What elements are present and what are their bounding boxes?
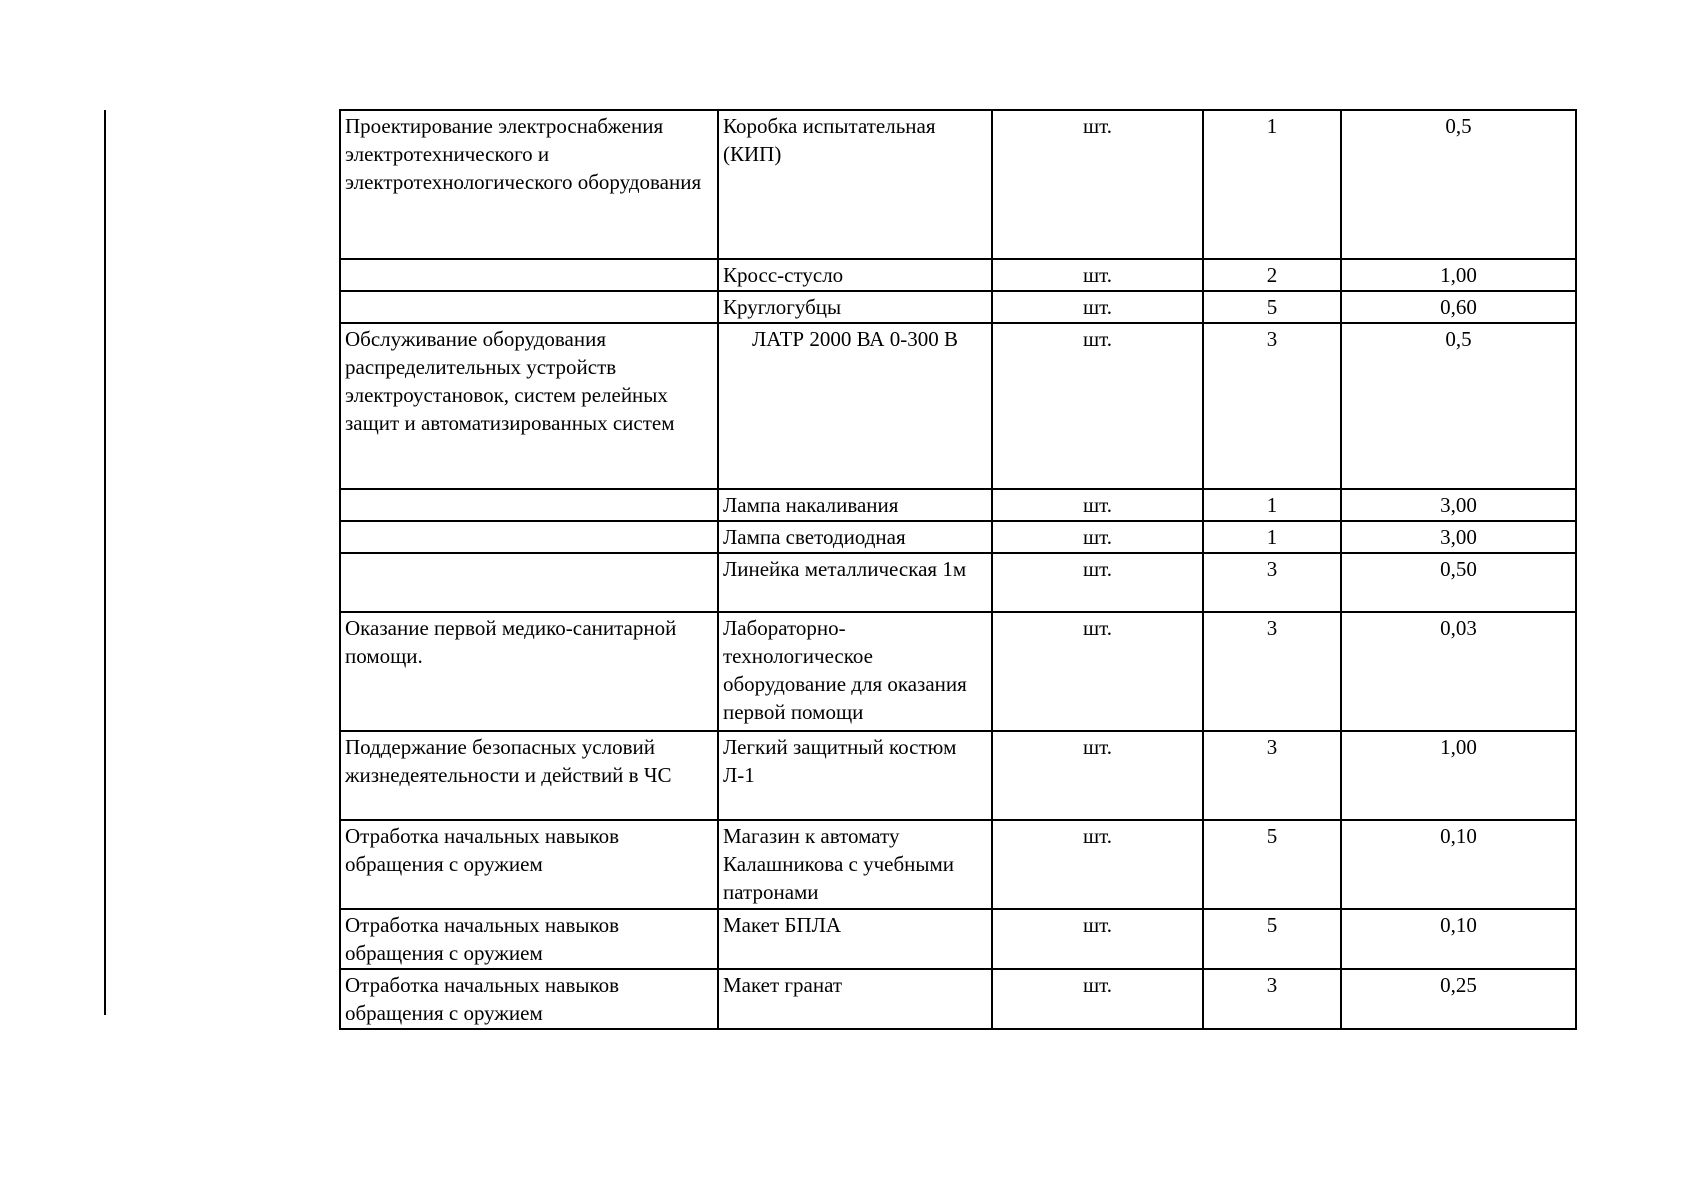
value-cell: 3,00 bbox=[1341, 521, 1576, 553]
table-row bbox=[340, 969, 1576, 1029]
activity-cell: Проектирование электроснабжения электротехнического и электротехнологического оборудования bbox=[340, 110, 718, 259]
value-cell: 0,5 bbox=[1341, 110, 1576, 259]
activity-cell: Отработка начальных навыков обращения с оружием bbox=[340, 909, 718, 969]
table-row bbox=[340, 553, 1576, 612]
value-cell: 3,00 bbox=[1341, 489, 1576, 521]
quantity-cell: 5 bbox=[1203, 820, 1341, 909]
quantity-cell: 1 bbox=[1203, 521, 1341, 553]
item-cell: Лампа светодиодная bbox=[718, 521, 992, 553]
equipment-table bbox=[339, 109, 1577, 1030]
item-cell: Макет БПЛА bbox=[718, 909, 992, 969]
item-cell: Лампа накаливания bbox=[718, 489, 992, 521]
unit-cell: шт. bbox=[992, 969, 1203, 1029]
unit-cell: шт. bbox=[992, 259, 1203, 291]
value-cell: 1,00 bbox=[1341, 259, 1576, 291]
value-cell: 0,10 bbox=[1341, 909, 1576, 969]
item-cell: Коробка испытательная (КИП) bbox=[718, 110, 992, 259]
unit-cell: шт. bbox=[992, 110, 1203, 259]
activity-cell bbox=[340, 553, 718, 612]
unit-cell: шт. bbox=[992, 909, 1203, 969]
item-cell: Легкий защитный костюм Л-1 bbox=[718, 731, 992, 820]
value-cell: 0,60 bbox=[1341, 291, 1576, 323]
item-cell: Линейка металлическая 1м bbox=[718, 553, 992, 612]
quantity-cell: 5 bbox=[1203, 291, 1341, 323]
item-cell: Кросс-стусло bbox=[718, 259, 992, 291]
item-cell: ЛАТР 2000 ВА 0-300 В bbox=[718, 323, 992, 489]
value-cell: 1,00 bbox=[1341, 731, 1576, 820]
item-cell: Макет гранат bbox=[718, 969, 992, 1029]
table-row bbox=[340, 259, 1576, 291]
value-cell: 0,5 bbox=[1341, 323, 1576, 489]
activity-cell: Отработка начальных навыков обращения с оружием bbox=[340, 820, 718, 909]
activity-cell bbox=[340, 489, 718, 521]
quantity-cell: 3 bbox=[1203, 969, 1341, 1029]
activity-cell bbox=[340, 521, 718, 553]
unit-cell: шт. bbox=[992, 612, 1203, 731]
value-cell: 0,25 bbox=[1341, 969, 1576, 1029]
quantity-cell: 5 bbox=[1203, 909, 1341, 969]
activity-cell: Оказание первой медико-санитарной помощи. bbox=[340, 612, 718, 731]
value-cell: 0,50 bbox=[1341, 553, 1576, 612]
quantity-cell: 1 bbox=[1203, 110, 1341, 259]
activity-cell: Обслуживание оборудования распределительных устройств электроустановок, систем релейных защит и автоматизированных систем bbox=[340, 323, 718, 489]
table-row bbox=[340, 820, 1576, 909]
table-row bbox=[340, 291, 1576, 323]
quantity-cell: 1 bbox=[1203, 489, 1341, 521]
quantity-cell: 3 bbox=[1203, 731, 1341, 820]
page-margin-rule bbox=[104, 110, 106, 1015]
activity-cell: Отработка начальных навыков обращения с оружием bbox=[340, 969, 718, 1029]
value-cell: 0,03 bbox=[1341, 612, 1576, 731]
quantity-cell: 3 bbox=[1203, 553, 1341, 612]
item-cell: Магазин к автомату Калашникова с учебными патронами bbox=[718, 820, 992, 909]
table-row bbox=[340, 489, 1576, 521]
value-cell: 0,10 bbox=[1341, 820, 1576, 909]
activity-cell: Поддержание безопасных условий жизнедеятельности и действий в ЧС bbox=[340, 731, 718, 820]
item-cell: Круглогубцы bbox=[718, 291, 992, 323]
quantity-cell: 2 bbox=[1203, 259, 1341, 291]
quantity-cell: 3 bbox=[1203, 323, 1341, 489]
unit-cell: шт. bbox=[992, 731, 1203, 820]
activity-cell bbox=[340, 291, 718, 323]
activity-cell bbox=[340, 259, 718, 291]
quantity-cell: 3 bbox=[1203, 612, 1341, 731]
unit-cell: шт. bbox=[992, 323, 1203, 489]
unit-cell: шт. bbox=[992, 820, 1203, 909]
unit-cell: шт. bbox=[992, 489, 1203, 521]
table-row bbox=[340, 909, 1576, 969]
table-row bbox=[340, 110, 1576, 259]
unit-cell: шт. bbox=[992, 553, 1203, 612]
unit-cell: шт. bbox=[992, 521, 1203, 553]
item-cell: Лабораторно-технологическое оборудование для оказания первой помощи bbox=[718, 612, 992, 731]
table-row bbox=[340, 323, 1576, 489]
table-row bbox=[340, 612, 1576, 731]
table-row bbox=[340, 521, 1576, 553]
table-row bbox=[340, 731, 1576, 820]
unit-cell: шт. bbox=[992, 291, 1203, 323]
